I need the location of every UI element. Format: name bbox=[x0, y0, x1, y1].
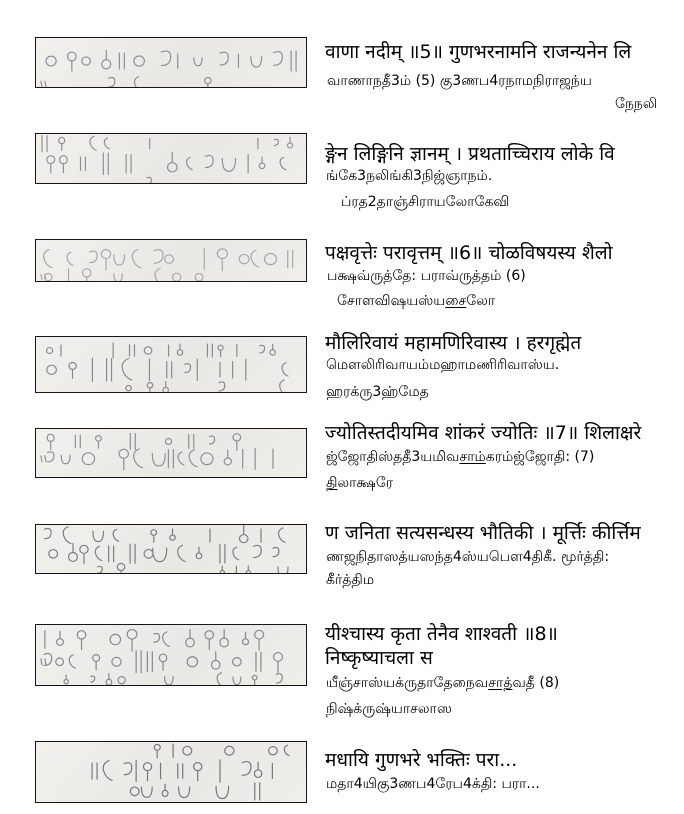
tamil-line bbox=[337, 292, 495, 310]
devanagari-line: वाणा नदीम् ॥5॥ गुणभरनामनि राजन्यनेन लि bbox=[325, 41, 632, 63]
inscription-strip-2 bbox=[35, 133, 307, 184]
inscription-strip-8 bbox=[35, 741, 307, 803]
text-segment: லோ bbox=[466, 293, 496, 309]
devanagari-line: ङ्गेन लिङ्गिनि ज्ञानम् । प्रथताच्चिराय लोके वि bbox=[325, 143, 615, 165]
text-segment: யீஞ்சாஸ்யக்ருதாதேநைவ bbox=[326, 675, 489, 691]
inscription-glyphs-image bbox=[36, 134, 306, 183]
devanagari-line: ज्योतिस्तदीयमिव शांकरं ज्योतिः ॥7॥ शिलाक्षरे bbox=[325, 422, 642, 444]
inscription-glyphs-image bbox=[36, 240, 306, 281]
devanagari-line: पक्षवृत्तेः परावृत्तम् ॥6॥ चोळविषयस्य शैलो bbox=[325, 242, 613, 264]
tamil-line: ப்ரத2தாஞ்சிராயலோகேவி bbox=[341, 194, 510, 210]
tamil-line: மதா4யிகு3ணப4ரேப4க்தி: பரா... bbox=[326, 776, 540, 792]
inscription-strip-4 bbox=[35, 336, 307, 393]
underlined-segment: சாம் bbox=[459, 449, 486, 465]
tamil-line: ணஜநிதாஸத்யஸந்த4ஸ்யபௌ4திகீ. மூர்த்தி: bbox=[326, 549, 610, 565]
text-segment: கரம்ஜ்ஜோதி: (7) bbox=[485, 449, 595, 465]
text-segment: லாக்ஷரே bbox=[337, 475, 394, 491]
tamil-line bbox=[326, 674, 559, 692]
devanagari-line: निष्कृष्याचला स bbox=[325, 647, 433, 669]
inscription-glyphs-image bbox=[36, 742, 306, 802]
devanagari-line: मौलिरिवायं महामणिरिवास्य । हरगृह्मेत bbox=[325, 332, 582, 354]
tamil-line bbox=[326, 474, 393, 492]
tamil-line: வாணாநதீ3ம் (5) கு3ணப4ரநாமநிராஜந்ய bbox=[327, 73, 592, 89]
inscription-glyphs-image bbox=[36, 525, 306, 573]
tamil-line: நேநலி bbox=[615, 96, 658, 112]
inscription-strip-3 bbox=[35, 239, 307, 282]
devanagari-line: यीश्चास्य कृता तेनैव शाश्वती ॥8॥ bbox=[325, 623, 558, 645]
text-segment: சோளவிஷயஸ்ய bbox=[337, 293, 446, 309]
tamil-line: மௌலிரிவாயம்மஹாமணிரிவாஸ்ய. bbox=[326, 357, 560, 373]
tamil-line: கீர்த்திம bbox=[326, 572, 375, 588]
devanagari-line: ण जनिता सत्यसन्धस्य भौतिकी । मूर्त्तिः कीर्त्तिम bbox=[325, 522, 641, 544]
inscription-strip-6 bbox=[35, 524, 307, 574]
tamil-line: ஹரக்ரு3ஹ்மேத bbox=[326, 384, 429, 400]
underlined-segment: சாத் bbox=[488, 675, 513, 691]
text-segment: ஜ்ஜோதிஸ்ததீ3யமிவ bbox=[326, 449, 460, 465]
tamil-line: பக்ஷவ்ருத்தே: பராவ்ருத்தம் (6) bbox=[327, 268, 526, 284]
underlined-segment: தி bbox=[326, 475, 338, 491]
inscription-glyphs-image bbox=[36, 625, 306, 685]
inscription-glyphs-image bbox=[36, 337, 306, 392]
tamil-line: ங்கே3நலிங்கி3நிஜ்ஞாநம். bbox=[326, 168, 493, 184]
inscription-strip-5 bbox=[35, 428, 307, 478]
inscription-strip-1 bbox=[35, 37, 307, 88]
text-segment: வதீ (8) bbox=[512, 675, 560, 691]
devanagari-line: मधायि गुणभरे भक्तिः परा... bbox=[325, 749, 518, 771]
inscription-glyphs-image bbox=[36, 429, 306, 477]
inscription-strip-7 bbox=[35, 624, 307, 686]
tamil-line bbox=[326, 448, 594, 466]
inscription-glyphs-image bbox=[36, 38, 306, 87]
tamil-line: நிஷ்க்ருஷ்யாசலாஸ bbox=[326, 701, 452, 717]
underlined-segment: சை bbox=[445, 293, 467, 309]
